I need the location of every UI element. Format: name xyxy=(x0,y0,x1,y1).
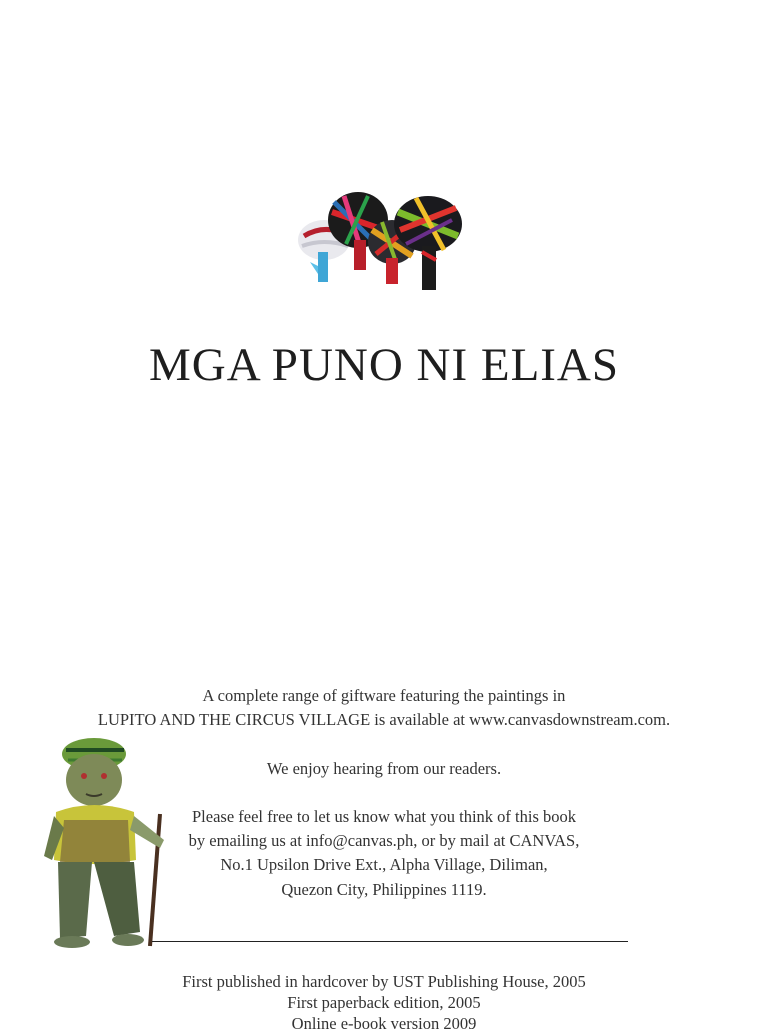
feedback-line-3: No.1 Upsilon Drive Ext., Alpha Village, Diliman, xyxy=(220,855,548,875)
publication-info xyxy=(0,971,768,1034)
feedback-line-2: by emailing us at info@canvas.ph, or by mail at CANVAS, xyxy=(188,831,580,851)
readers-text: We enjoy hearing from our readers. xyxy=(266,758,502,778)
publication-line-1: First published in hardcover by UST Publishing House, 2005 xyxy=(182,972,586,991)
giftware-line-2: LUPITO AND THE CIRCUS VILLAGE is available at www.canvasdownstream.com. xyxy=(97,710,671,730)
colorful-trees-logo-icon xyxy=(296,190,466,294)
elias-character-icon xyxy=(38,736,172,950)
feedback-line-1: Please feel free to let us know what you think of this book xyxy=(191,806,576,826)
publication-line-2: First paperback edition, 2005 xyxy=(287,993,481,1012)
feedback-line-4: Quezon City, Philippines 1119. xyxy=(281,879,487,899)
giftware-line-1: A complete range of giftware featuring the paintings in xyxy=(202,686,566,705)
book-title: MGA PUNO NI ELIAS xyxy=(148,339,620,391)
divider xyxy=(152,941,628,942)
publication-line-3: Online e-book version 2009 xyxy=(291,1014,477,1033)
